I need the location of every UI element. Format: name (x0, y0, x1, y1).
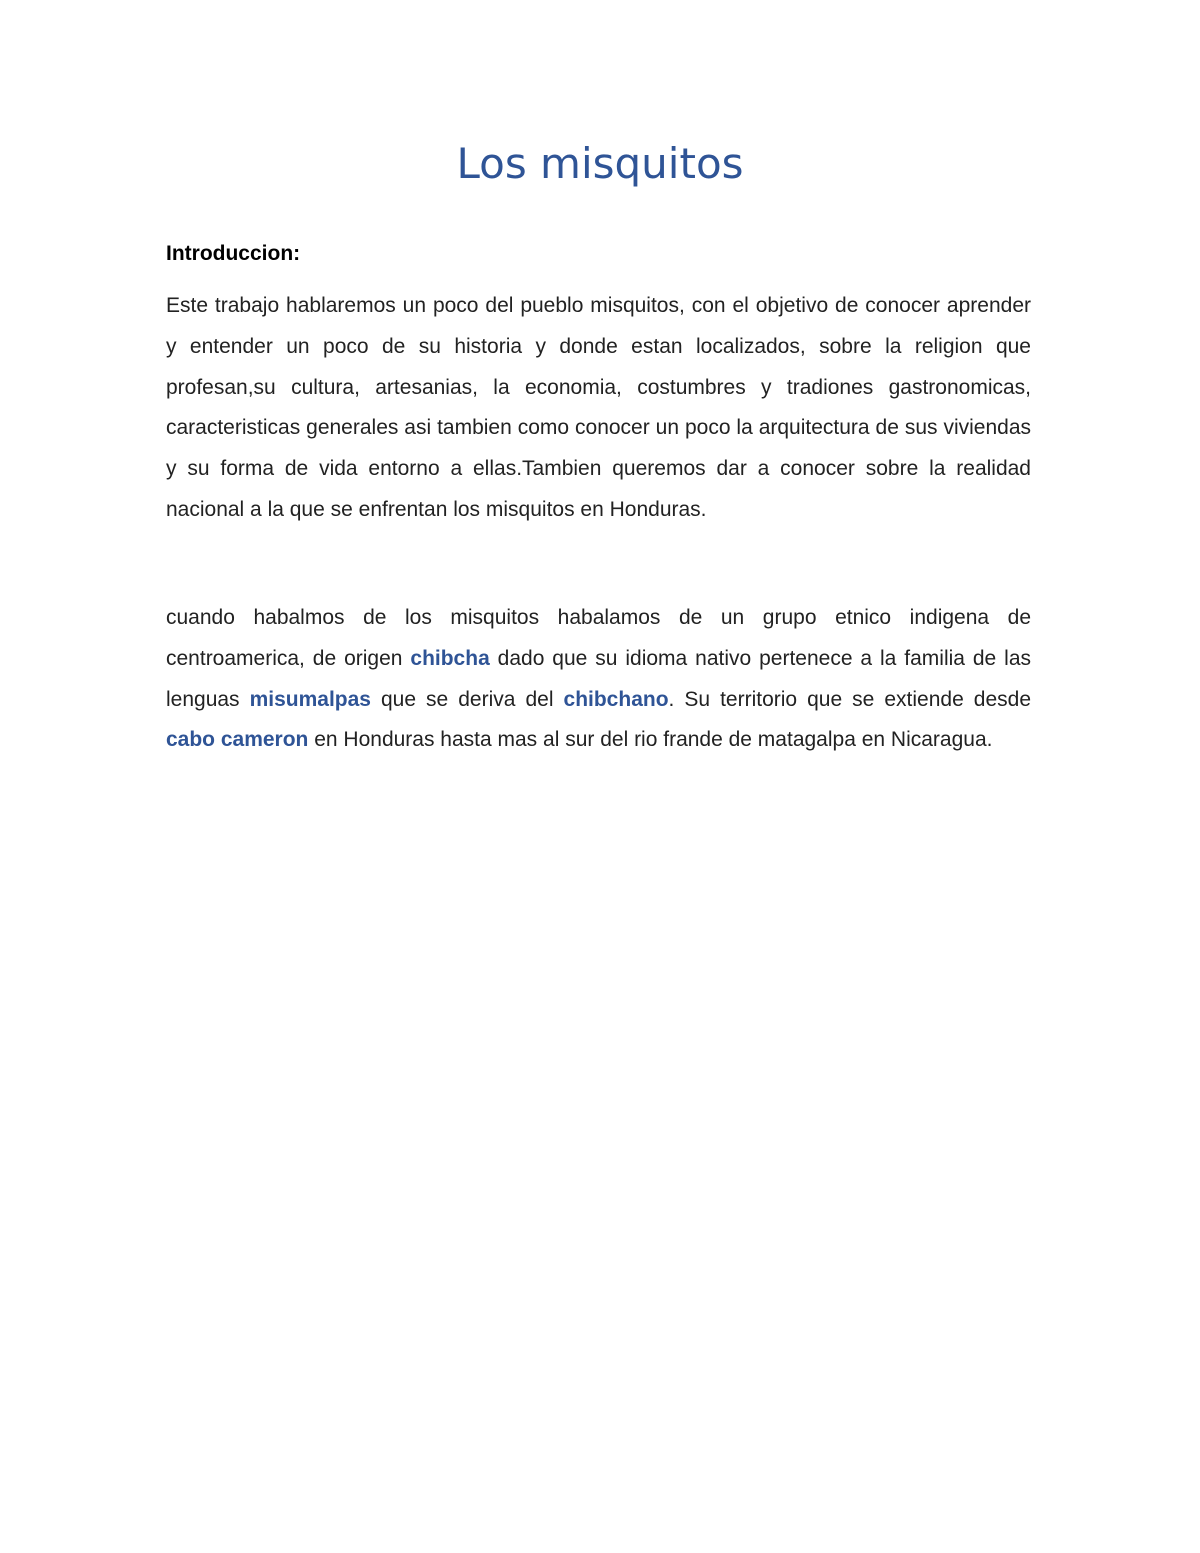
paragraph-text: en Honduras hasta mas al sur del rio frande de matagalpa en Nicaragua. (308, 728, 993, 752)
keyword-cabo-cameron: cabo cameron (166, 728, 309, 752)
paragraph-text: . Su territorio que se extiende desde (668, 687, 1032, 711)
keyword-misumalpas: misumalpas (249, 687, 371, 711)
paragraph-text: dado que su idioma nativo pertenece a la familia de las lenguas (166, 646, 1031, 711)
document-title: Los misquitos (456, 139, 744, 188)
paragraph-text: que se deriva del (370, 687, 564, 711)
intro-paragraph: Este trabajo hablaremos un poco del pueblo misquitos, con el objetivo de conocer aprender y entender un poco de su historia y donde estan localizados, sobre la religion que profesan,su cultura, artesanias, la economia, costumbres y tradiones gastronomicas, caracteristicas generales asi tambien como conocer un poco la arquitectura de sus viviendas y su forma de vida entorno a ellas.Tambien queremos dar a conocer sobre la realidad nacional a la que se enfrentan los misquitos en Honduras. (166, 294, 1031, 521)
section-heading: Introduccion: (166, 242, 301, 265)
paragraph-text: cuando habalmos de los misquitos habalamos de un grupo etnico indigena de centroamerica, de origen (166, 606, 1031, 670)
keyword-chibchano: chibchano (563, 687, 669, 711)
origin-paragraph (166, 598, 1031, 761)
keyword-chibcha: chibcha (410, 646, 490, 670)
